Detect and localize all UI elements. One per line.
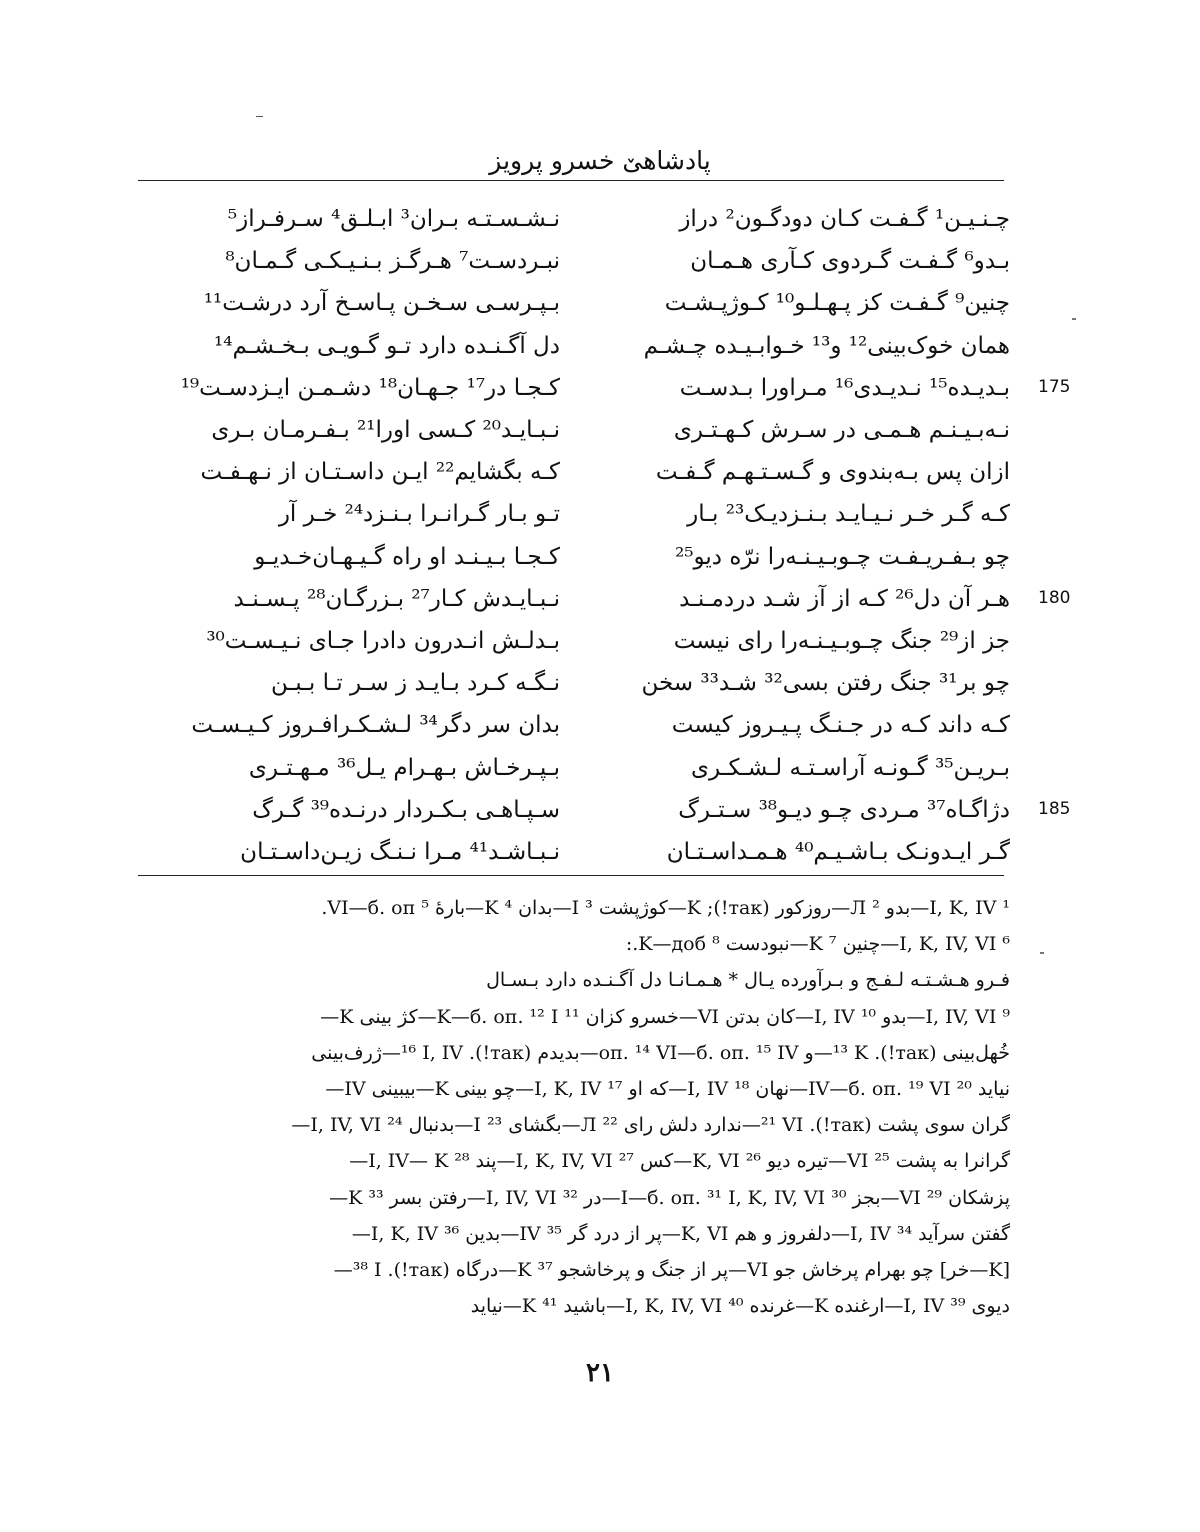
footnote-line: گرانرا به پشت ²⁵ VI—تیره دیو ²⁶ K, VI—کس ²⁷ I, K, IV, VI—پند ²⁸ I, IV— K— bbox=[349, 1150, 1010, 1172]
footnote-line: پزشکان ²⁹ VI—بجز ³⁰ I—б. оп. ³¹ I, K, IV, VI—در ³² I, IV, VI—رفتن بسر ³³ K— bbox=[329, 1187, 1010, 1209]
verse-left-hemistich: بـدلـش انـدرون دادرا جـای نـیـسـت³⁰ bbox=[206, 628, 560, 654]
footnote-line: نیاید ²⁰ IV—б. оп. ¹⁹ VI—نهان ¹⁸ I, IV—که او ¹⁷ I, K, IV—چو بینی K—بیبینی IV— bbox=[325, 1078, 1010, 1100]
verse-left-hemistich: کـه بگشایم²² ایـن داسـتـان از نـهـفـت bbox=[200, 459, 560, 485]
verse-line-number: 175 bbox=[1038, 377, 1071, 397]
verse-right-hemistich: دژاگـاه³⁷ مـردی چـو دیـو³⁸ سـتـرگ bbox=[678, 797, 1010, 823]
footnote-line: [K—خر] چو بهرام پرخاش جو VI—پر از جنگ و پرخاشجو ³⁷ K—درگاه (так!). ³⁸ I— bbox=[333, 1259, 1010, 1281]
verse-right-hemistich: چو بـفـریـفـت چـوبـیـنـه‌را نرّه دیو²⁵ bbox=[675, 544, 1010, 570]
verse-right-hemistich: جز از²⁹ جنگ چـوبـیـنـه‌را رای نیست bbox=[673, 628, 1010, 654]
verse-left-hemistich: کـجـا بـیـنـد او راه گـیـهـان‌خـدیـو bbox=[254, 544, 560, 570]
verse-line-number: 185 bbox=[1038, 799, 1071, 819]
verse-left-hemistich: کـجـا در¹⁷ جـهـان¹⁸ دشـمـن ایـزدسـت¹⁹ bbox=[180, 375, 560, 401]
verse-right-hemistich: ازان پس بـه‌بندوی و گـسـتـهـم گـفـت bbox=[655, 459, 1010, 485]
footnote-line: دیوی ³⁹ I, IV—ارغنده K—غرنده ⁴⁰ I, K, IV, VI—باشید ⁴¹ K—نیاید bbox=[470, 1295, 1010, 1317]
page-number: ۲۱ bbox=[586, 1358, 614, 1388]
scan-speck bbox=[1040, 952, 1044, 954]
verse-left-hemistich: سـپـاهـی بـکـردار درنـده³⁹ گـرگ bbox=[252, 797, 560, 823]
verse-left-hemistich: نـبـایـد²⁰ کـسی اورا²¹ بـفـرمـان بـری bbox=[211, 417, 560, 443]
verse-right-hemistich: گـر ایـدونـک بـاشـیـم⁴⁰ هـمـداسـتـان bbox=[666, 839, 1010, 865]
verse-right-hemistich: بـریـن³⁵ گـونـه آراسـتـه لـشـکـری bbox=[691, 755, 1010, 781]
footnote-line: فـرو هـشـتـه لـفـج و بـرآورده یـال * هـمـانـا دل آگـنـده دارد بـسـال bbox=[486, 969, 1010, 991]
footnote-rule bbox=[138, 875, 1004, 876]
header-rule bbox=[138, 180, 1004, 181]
verse-left-hemistich: نـبـایـدش کـار²⁷ بـزرگـان²⁸ پـسـنـد bbox=[233, 586, 560, 612]
footnote-line: ⁶ I, K, IV, VI—چنین ⁷ K—نبودست ⁸ K—доб.: bbox=[625, 933, 1010, 955]
verse-right-hemistich: نـه‌بـیـنـم هـمـی در سـرش کـهـتـری bbox=[673, 417, 1010, 443]
verse-right-hemistich: همان خوک‌بینی¹² و¹³ خـوابـیـده چـشـم bbox=[643, 333, 1010, 359]
verse-right-hemistich: هـر آن دل²⁶ کـه از آز شـد دردمـنـد bbox=[679, 586, 1010, 612]
running-header: پادشاهێ خسرو پرویز bbox=[489, 146, 711, 175]
footnote-line: گران سوی پشت (так!). ²¹ VI—ندارد دلش رای ²² Л—بگشای ²³ I—بدنبال ²⁴ I, IV, VI— bbox=[291, 1114, 1010, 1136]
verse-left-hemistich: بـپـرسـی سـخـن پـاسـخ آرد درشـت¹¹ bbox=[203, 290, 560, 316]
verse-left-hemistich: بـپـرخـاش بـهـرام یـل³⁶ مـهـتـری bbox=[248, 755, 560, 781]
verse-left-hemistich: نـگـه کـرد بـایـد ز سـر تـا بـبـن bbox=[270, 670, 560, 696]
verse-left-hemistich: دل آگـنـده دارد تـو گـویـی بـخـشـم¹⁴ bbox=[213, 333, 560, 359]
verse-right-hemistich: چـنـیـن¹ گـفـت کـان دودگـون² دراز bbox=[679, 206, 1010, 232]
verse-left-hemistich: تـو بـار گـرانـرا بـنـزد²⁴ خـر آر bbox=[278, 501, 560, 527]
verse-right-hemistich: بـدو⁶ گـفـت گـردوی کـآری هـمـان bbox=[690, 248, 1010, 274]
footnote-line: ⁹ I, IV, VI—بدو ¹⁰ I, IV—کان بدتن VI—خسرو کزان ¹¹ K—б. оп. ¹² I—کژ بینی K— bbox=[320, 1006, 1010, 1028]
verse-right-hemistich: چنین⁹ گـفـت کز پـهـلـو¹⁰ کـوژپـشـت bbox=[664, 290, 1010, 316]
verse-right-hemistich: بـدیـده¹⁵ نـدیـدی¹⁶ مـراورا بـدسـت bbox=[679, 375, 1010, 401]
footnote-line: خُهل‌بینی (так!). ¹³ K—و оп. ¹⁴ VI—б. оп. ¹⁵ IV—بدیدم (так!). ¹⁶ I, IV—ژرف‌بینی bbox=[311, 1042, 1010, 1064]
verse-left-hemistich: نـشـسـتـه بـران³ ابـلـق⁴ سـرفـراز⁵ bbox=[227, 206, 560, 232]
verse-left-hemistich: نبـردسـت⁷ هـرگـز بـنـیـکـی گـمـان⁸ bbox=[225, 248, 560, 274]
scan-mark bbox=[256, 116, 263, 117]
verse-left-hemistich: بدان سر دگر³⁴ لـشـکـرافـروز کـیـسـت bbox=[191, 712, 560, 738]
verse-line-number: 180 bbox=[1038, 588, 1071, 608]
verse-right-hemistich: کـه گـر خـر نـیـایـد بـنـزدیـک²³ بـار bbox=[687, 501, 1010, 527]
verse-right-hemistich: کـه داند کـه در جـنـگ پـیـروز کیست bbox=[671, 712, 1010, 738]
footnote-line: گفتن سرآید ³⁴ I, IV—دلفروز و هم K, VI—پر از درد گر ³⁵ IV—بدین ³⁶ I, K, IV— bbox=[351, 1223, 1010, 1245]
verse-left-hemistich: نـبـاشـد⁴¹ مـرا نـنـگ زیـن‌داسـتـان bbox=[240, 839, 560, 865]
scan-speck bbox=[1072, 318, 1076, 320]
footnote-line: ¹ I, K, IV—بدو ² Л—روزکور (так!); K—کوژپشت ³ I—بدان ⁴ K—بارۀ ⁵ VI—б. оп. bbox=[321, 897, 1010, 919]
verse-right-hemistich: چو بر³¹ جنگ رفتن بسی³² شـد³³ سخن bbox=[641, 670, 1010, 696]
